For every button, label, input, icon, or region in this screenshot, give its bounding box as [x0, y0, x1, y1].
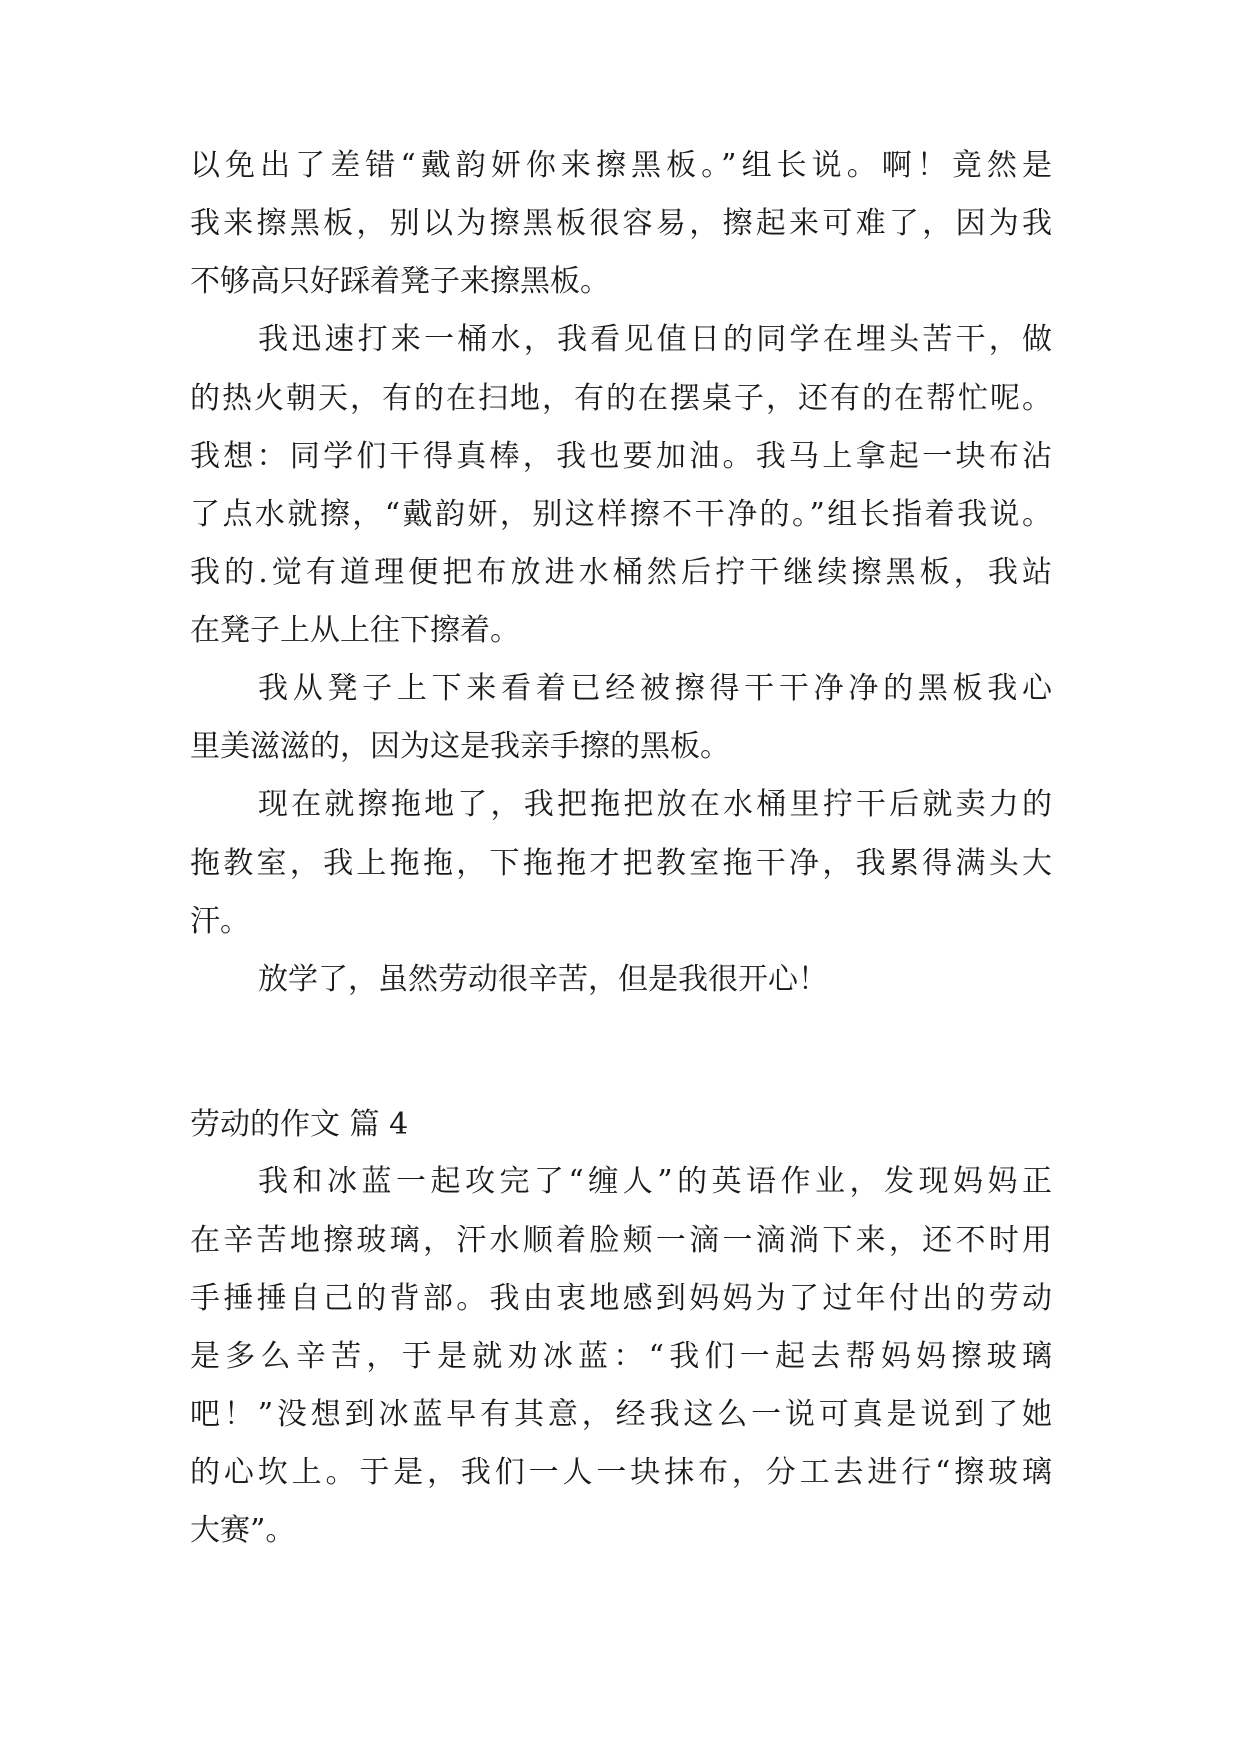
text-line: 是多么辛苦，于是就劝冰蓝：“我们一起去帮妈妈擦玻璃: [190, 1339, 1052, 1374]
text-line: 我想：同学们干得真棒，我也要加油。我马上拿起一块布沾: [190, 439, 1052, 474]
text-line: 在凳子上从上往下擦着。: [190, 613, 520, 648]
text-line: 不够高只好踩着凳子来擦黑板。: [190, 264, 610, 299]
text-line: 放学了，虽然劳动很辛苦，但是我很开心！: [258, 962, 828, 997]
text-line: 在辛苦地擦玻璃，汗水顺着脸颊一滴一滴淌下来，还不时用: [190, 1223, 1052, 1258]
text-line: 的热火朝天，有的在扫地，有的在摆桌子，还有的在帮忙呢。: [190, 381, 1052, 416]
text-line: 了点水就擦，“戴韵妍，别这样擦不干净的。”组长指着我说。: [190, 497, 1052, 532]
text-line: 里美滋滋的，因为这是我亲手擦的黑板。: [190, 729, 730, 764]
text-line: 汗。: [190, 904, 250, 939]
text-line: 我从凳子上下来看着已经被擦得干干净净的黑板我心: [258, 671, 1052, 706]
text-line: 以免出了差错“戴韵妍你来擦黑板。”组长说。啊！竟然是: [190, 148, 1052, 183]
text-line: 手捶捶自己的背部。我由衷地感到妈妈为了过年付出的劳动: [190, 1281, 1052, 1316]
text-line: 我来擦黑板，别以为擦黑板很容易，擦起来可难了，因为我: [190, 206, 1052, 241]
text-line: 的心坎上。于是，我们一人一块抹布，分工去进行“擦玻璃: [190, 1455, 1052, 1490]
text-line: 我迅速打来一桶水，我看见值日的同学在埋头苦干，做: [258, 322, 1052, 357]
text-line: 我和冰蓝一起攻完了“缠人”的英语作业，发现妈妈正: [258, 1164, 1052, 1199]
text-line: 吧！”没想到冰蓝早有其意，经我这么一说可真是说到了她: [190, 1397, 1052, 1432]
text-line: 现在就擦拖地了，我把拖把放在水桶里拧干后就卖力的: [258, 787, 1052, 822]
section-heading: 劳动的作文 篇 4: [190, 1107, 409, 1142]
text-line: 我的.觉有道理便把布放进水桶然后拧干继续擦黑板，我站: [190, 555, 1052, 590]
text-line: 拖教室，我上拖拖，下拖拖才把教室拖干净，我累得满头大: [190, 846, 1052, 881]
text-line: 大赛”。: [190, 1513, 296, 1548]
